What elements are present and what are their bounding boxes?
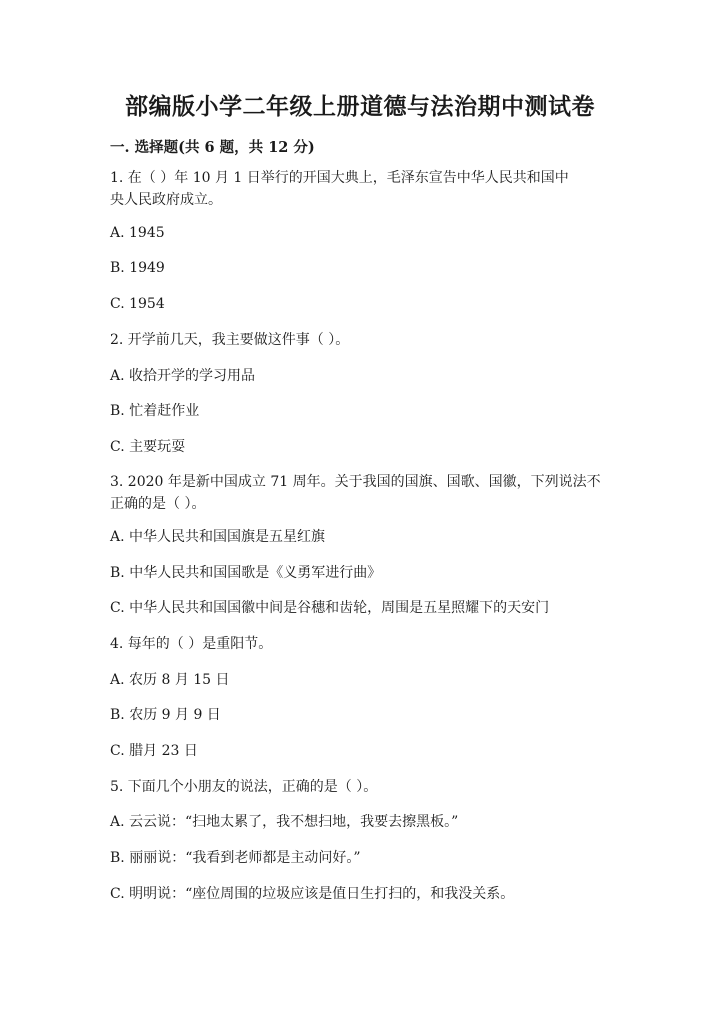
question-5-option-c: C. 明明说：“座位周围的垃圾应该是值日生打扫的，和我没关系。 (110, 886, 515, 902)
question-3-option-a: A. 中华人民共和国国旗是五星红旗 (110, 529, 326, 545)
question-2-option-a: A. 收拾开学的学习用品 (110, 368, 256, 384)
question-4-option-b: B. 农历 9 月 9 日 (110, 707, 221, 723)
question-4-text: 4. 每年的（ ）是重阳节。 (110, 636, 273, 652)
question-1-text (110, 167, 610, 211)
section-heading: 一. 选择题(共 6 题，共 12 分) (110, 139, 315, 156)
question-3-line-2: 正确的是（ ）。 (110, 496, 206, 512)
question-5-option-b: B. 丽丽说：“我看到老师都是主动问好。” (110, 850, 361, 866)
question-1-option-b: B. 1949 (110, 260, 165, 276)
question-1-line-1: 1. 在（ ）年 10 月 1 日举行的开国大典上，毛泽东宣告中华人民共和国中 (110, 170, 569, 186)
question-3-option-b: B. 中华人民共和国国歌是《义勇军进行曲》 (110, 565, 382, 581)
question-2-option-b: B. 忙着赶作业 (110, 403, 200, 419)
question-1-line-2: 央人民政府成立。 (110, 192, 222, 208)
question-2-option-c: C. 主要玩耍 (110, 439, 186, 455)
question-5-option-a: A. 云云说：“扫地太累了，我不想扫地，我要去擦黑板。” (110, 814, 459, 830)
question-3-line-1: 3. 2020 年是新中国成立 71 周年。关于我国的国旗、国歌、国徽，下列说法不 (110, 474, 601, 490)
question-4-option-a: A. 农历 8 月 15 日 (110, 672, 230, 688)
page-title: 部编版小学二年级上册道德与法治期中测试卷 (125, 93, 595, 120)
question-2-text: 2. 开学前几天，我主要做这件事（ ）。 (110, 332, 350, 348)
question-3-text (110, 471, 610, 515)
question-4-option-c: C. 腊月 23 日 (110, 743, 198, 759)
question-1-option-c: C. 1954 (110, 296, 165, 312)
question-5-text: 5. 下面几个小朋友的说法，正确的是（ ）。 (110, 779, 378, 795)
question-1-option-a: A. 1945 (110, 225, 165, 241)
question-3-option-c: C. 中华人民共和国国徽中间是谷穗和齿轮，周围是五星照耀下的天安门 (110, 600, 550, 616)
